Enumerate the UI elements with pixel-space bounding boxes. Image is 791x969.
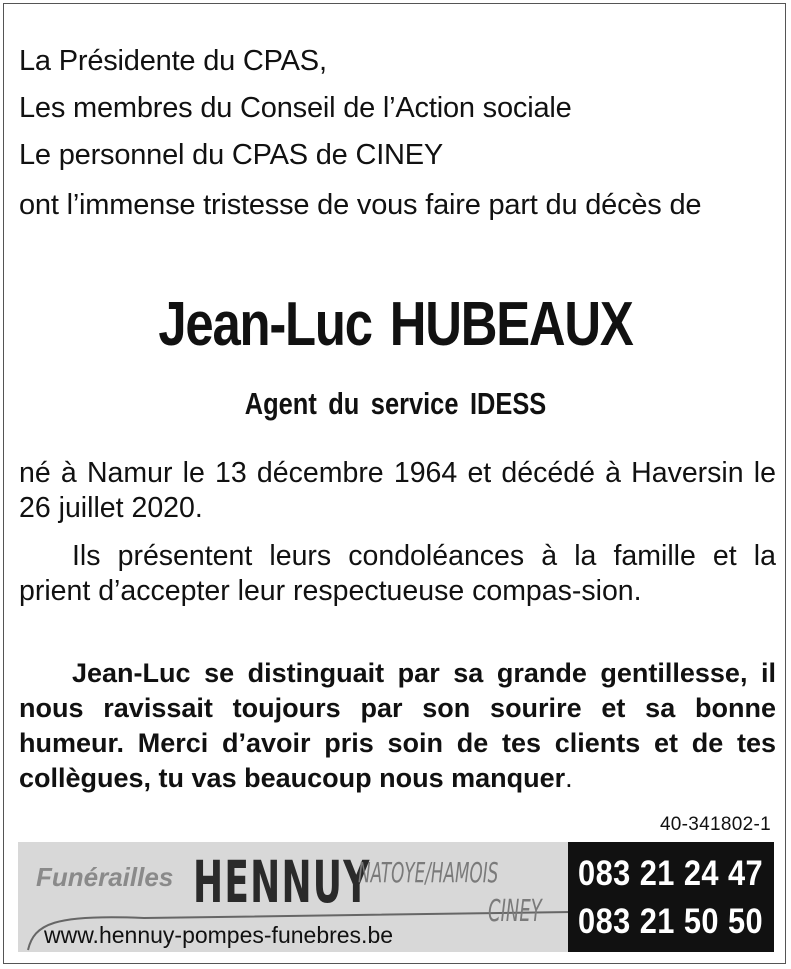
- tribute-text: Jean-Luc se distinguait par sa grande gentillesse, il nous ravissait toujours par son sourire et sa bonne humeur. Merci d’avoir pris soin de tes clients et de tes collègues, tu vas beaucoup nous manquer: [19, 658, 776, 793]
- tribute-paragraph: [19, 656, 776, 796]
- deceased-last-name: HUBEAUX: [389, 290, 633, 359]
- intro-block: [19, 38, 776, 221]
- deceased-first-name: Jean-Luc: [158, 290, 372, 359]
- phone-box: [568, 842, 774, 952]
- deceased-name: [74, 289, 716, 360]
- birth-death-paragraph: né à Namur le 13 décembre 1964 et décédé à Haversin le 26 juillet 2020.: [19, 457, 776, 524]
- advert-prefix: Funérailles: [36, 862, 174, 892]
- phone-number-1[interactable]: 083 21 24 47: [578, 854, 764, 893]
- intro-line-staff: Le personnel du CPAS de CINEY: [19, 139, 444, 171]
- role-word: service: [370, 386, 459, 421]
- intro-line-announcement: ont l’immense tristesse de vous faire part du décès de: [19, 189, 702, 221]
- phone-number-2[interactable]: 083 21 50 50: [578, 902, 764, 941]
- advert-locations-2: CINEY: [488, 894, 542, 929]
- role-word: du: [328, 386, 360, 421]
- reference-number: 40-341802-1: [659, 814, 771, 835]
- role-word: Agent: [244, 386, 317, 421]
- advert-locations-1: NATOYE/HAMOIS: [358, 856, 499, 889]
- intro-line-president: La Présidente du CPAS,: [19, 45, 327, 77]
- deceased-role: [74, 386, 716, 422]
- brand-logo: HENNUY: [193, 848, 371, 916]
- condolences-paragraph: Ils présentent leurs condoléances à la famille et la prient d’accepter leur respectueuse compas-sion.: [19, 540, 776, 607]
- role-word: IDESS: [469, 386, 547, 421]
- obituary-notice: [3, 3, 786, 964]
- intro-line-council: Les membres du Conseil de l’Action sociale: [19, 92, 572, 124]
- tribute-period: .: [565, 763, 573, 793]
- funeral-home-advert: [18, 842, 774, 952]
- advert-website-link[interactable]: www.hennuy-pompes-funebres.be: [44, 922, 394, 948]
